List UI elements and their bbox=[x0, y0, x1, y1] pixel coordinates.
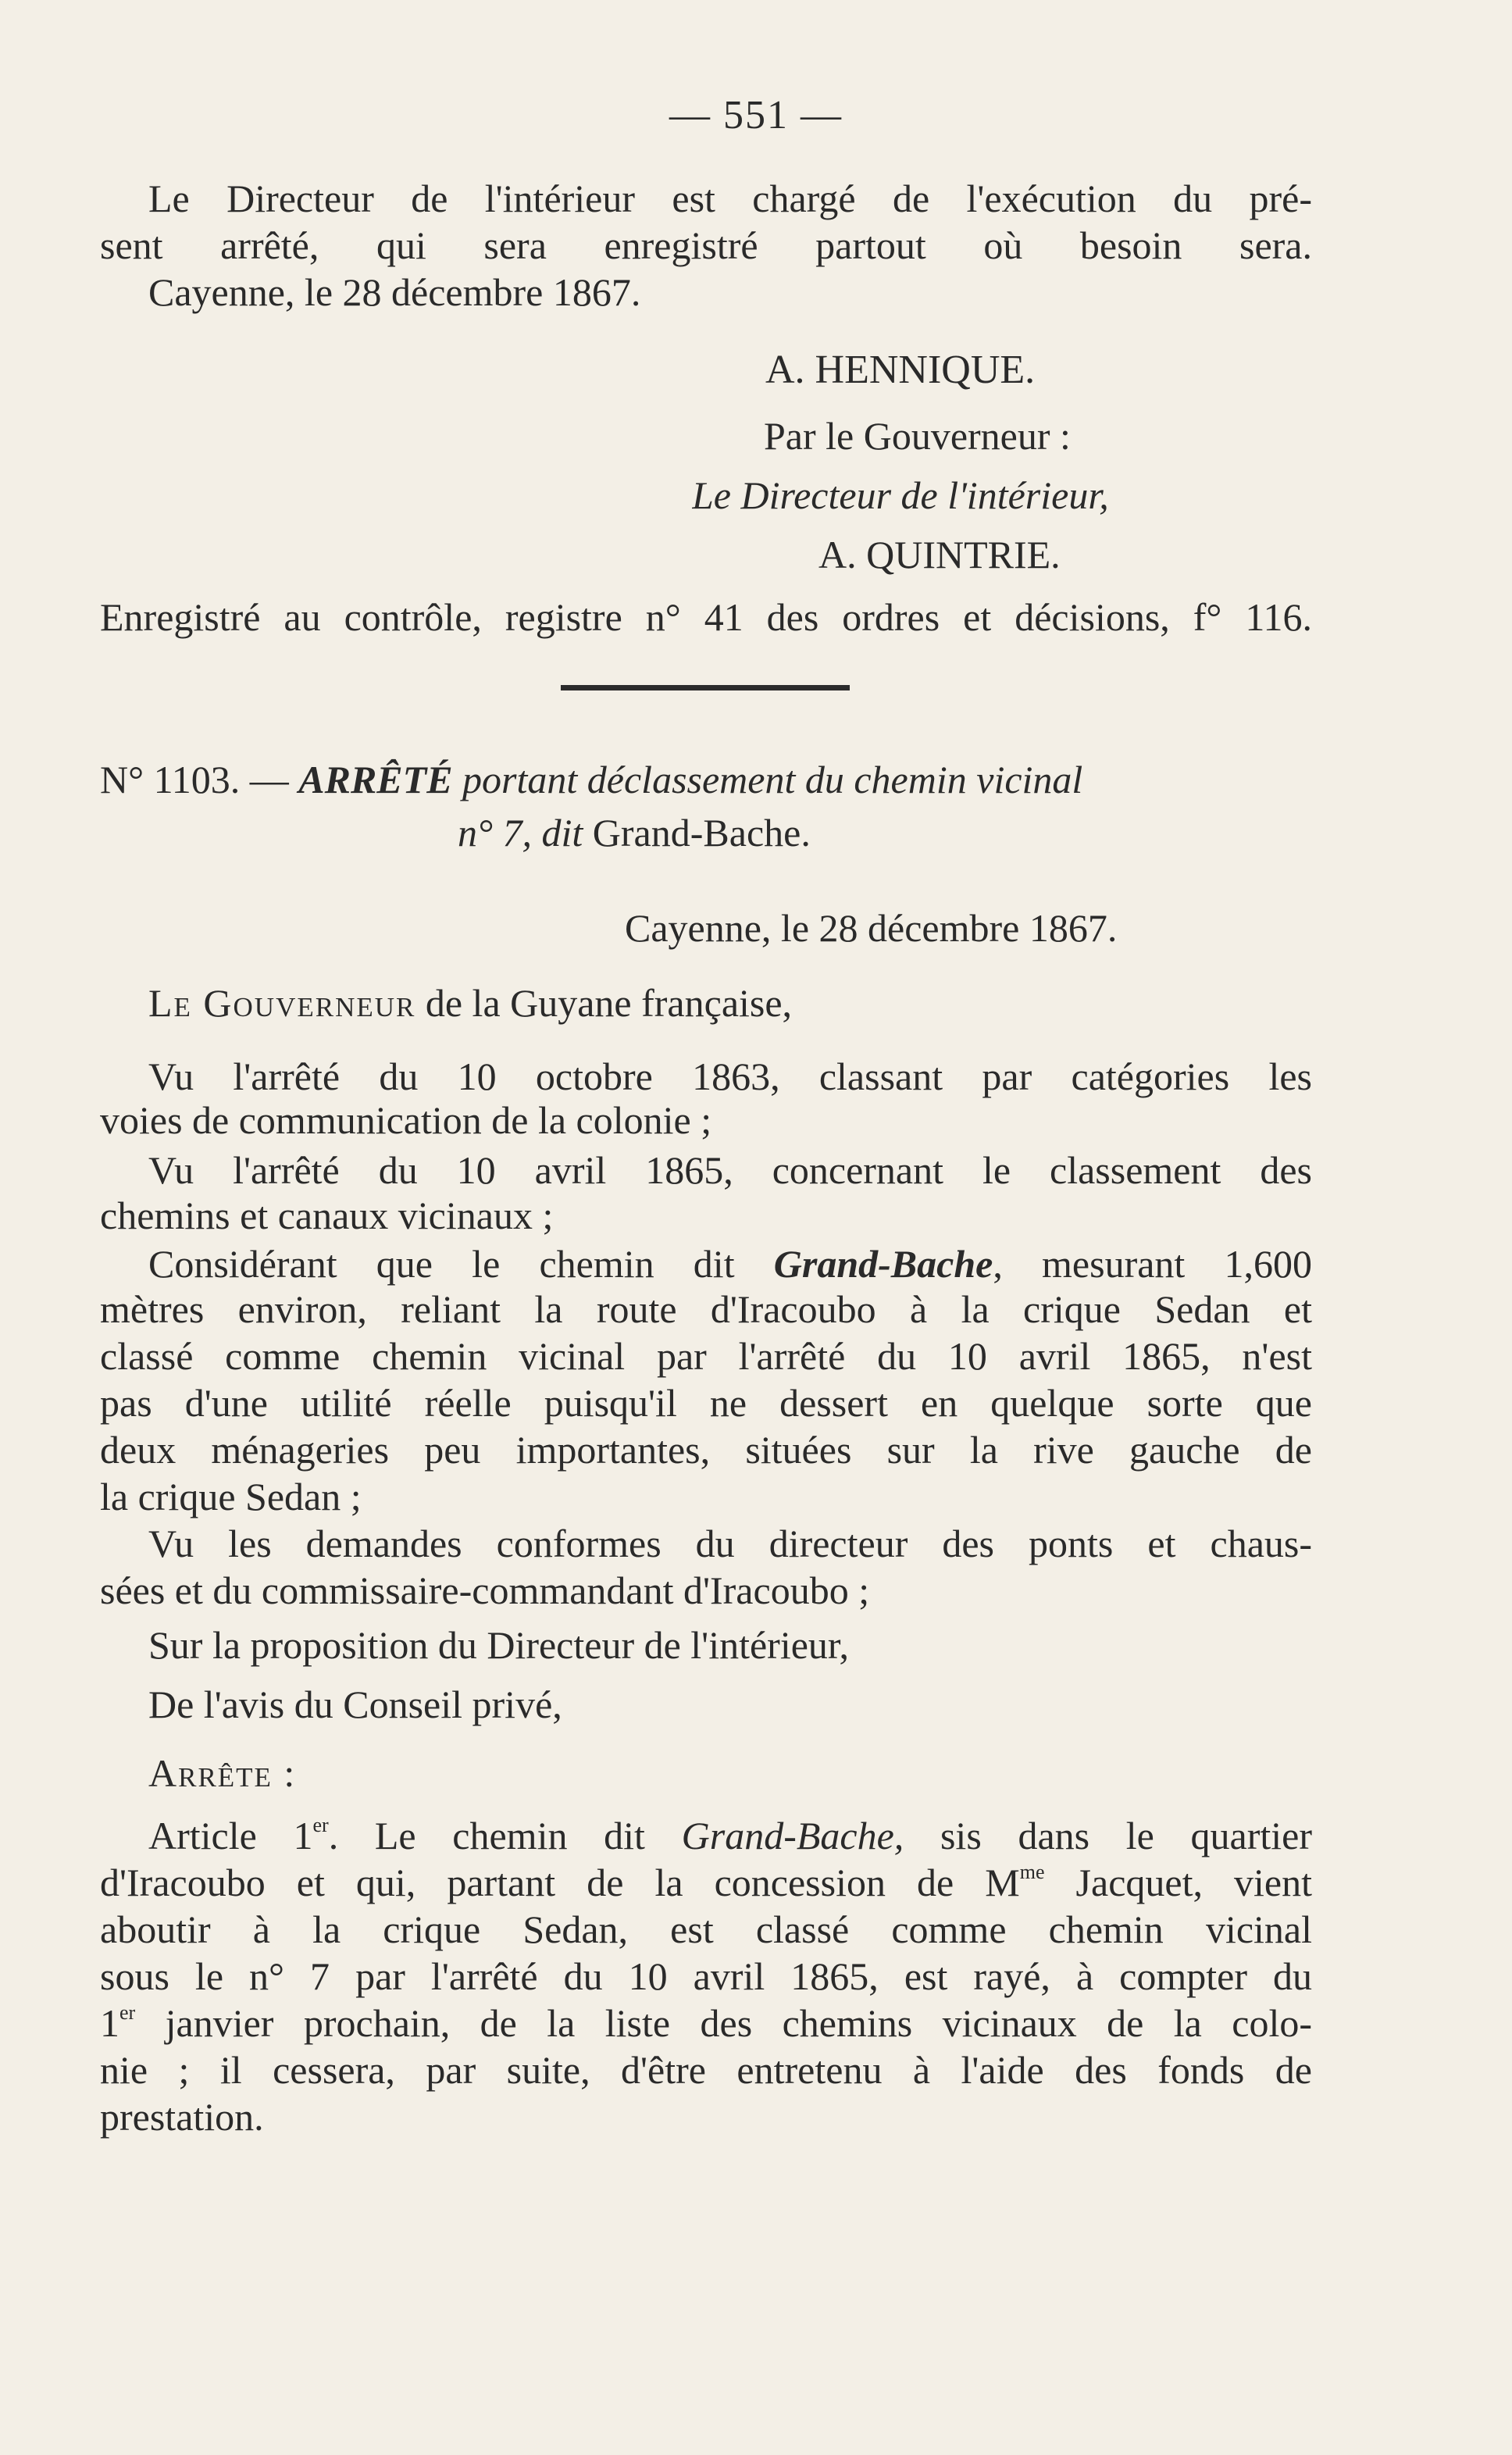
governor-line: Le Gouverneur de la Guyane française, bbox=[148, 981, 793, 1025]
article-line: 1er janvier prochain, de la liste des chemins vicinaux de la colo- bbox=[100, 2001, 1312, 2045]
text-line: chemins et canaux vicinaux ; bbox=[100, 1194, 554, 1237]
text-line: Sur la proposition du Directeur de l'intérieur, bbox=[148, 1623, 850, 1667]
text-line: deux ménageries peu importantes, situées sur la rive gauche de bbox=[100, 1428, 1312, 1472]
text-line: voies de communication de la colonie ; bbox=[100, 1098, 712, 1142]
text-line: classé comme chemin vicinal par l'arrêté du 10 avril 1865, n'est bbox=[100, 1334, 1312, 1378]
signature-role: Le Directeur de l'intérieur, bbox=[692, 473, 1109, 517]
article-line: Article 1er. Le chemin dit Grand-Bache, sis dans le quartier bbox=[148, 1814, 1312, 1857]
text-line: pas d'une utilité réelle puisqu'il ne dessert en quelque sorte que bbox=[100, 1381, 1312, 1425]
text-line: De l'avis du Conseil privé, bbox=[148, 1682, 562, 1726]
dateline: Cayenne, le 28 décembre 1867. bbox=[625, 906, 1118, 950]
article-line: prestation. bbox=[100, 2095, 264, 2139]
decree-title: N° 1103. — ARRÊTÉ portant déclassement du chemin vicinal bbox=[100, 758, 1083, 801]
text-line: Vu les demandes conformes du directeur des ponts et chaus- bbox=[148, 1522, 1312, 1565]
text-line: la crique Sedan ; bbox=[100, 1475, 362, 1518]
registration-note: Enregistré au contrôle, registre n° 41 des ordres et décisions, f° 116. bbox=[100, 595, 1312, 639]
arrete-label: Arrête : bbox=[148, 1751, 297, 1795]
section-divider bbox=[561, 685, 850, 690]
decree-title-2: n° 7, dit Grand-Bache. bbox=[458, 811, 811, 855]
text-line: Considérant que le chemin dit Grand-Bache, mesurant 1,600 bbox=[148, 1242, 1312, 1286]
text-line: sent arrêté, qui sera enregistré partout où besoin sera. bbox=[100, 223, 1312, 267]
signature-name: A. HENNIQUE. bbox=[765, 348, 1036, 392]
signature-name-2: A. QUINTRIE. bbox=[818, 533, 1061, 576]
text-line: sées et du commissaire-commandant d'Iracoubo ; bbox=[100, 1568, 870, 1612]
article-line: sous le n° 7 par l'arrêté du 10 avril 1865, est rayé, à compter du bbox=[100, 1954, 1312, 1998]
text-line: Vu l'arrêté du 10 octobre 1863, classant par catégories les bbox=[148, 1054, 1312, 1098]
text-line: Cayenne, le 28 décembre 1867. bbox=[148, 270, 641, 314]
article-line: aboutir à la crique Sedan, est classé comme chemin vicinal bbox=[100, 1907, 1312, 1951]
text-line: mètres environ, reliant la route d'Iracoubo à la crique Sedan et bbox=[100, 1287, 1312, 1331]
article-line: d'Iracoubo et qui, partant de la concession de $M^{me}$ Jacquet, vient bbox=[100, 1861, 1312, 1904]
signature-by: Par le Gouverneur : bbox=[764, 414, 1071, 458]
page-number: — 551 — bbox=[669, 93, 843, 137]
text-line: Le Directeur de l'intérieur est chargé de l'exécution du pré- bbox=[148, 177, 1312, 220]
article-line: nie ; il cessera, par suite, d'être entretenu à l'aide des fonds de bbox=[100, 2048, 1312, 2092]
text-line: Vu l'arrêté du 10 avril 1865, concernant le classement des bbox=[148, 1148, 1312, 1192]
